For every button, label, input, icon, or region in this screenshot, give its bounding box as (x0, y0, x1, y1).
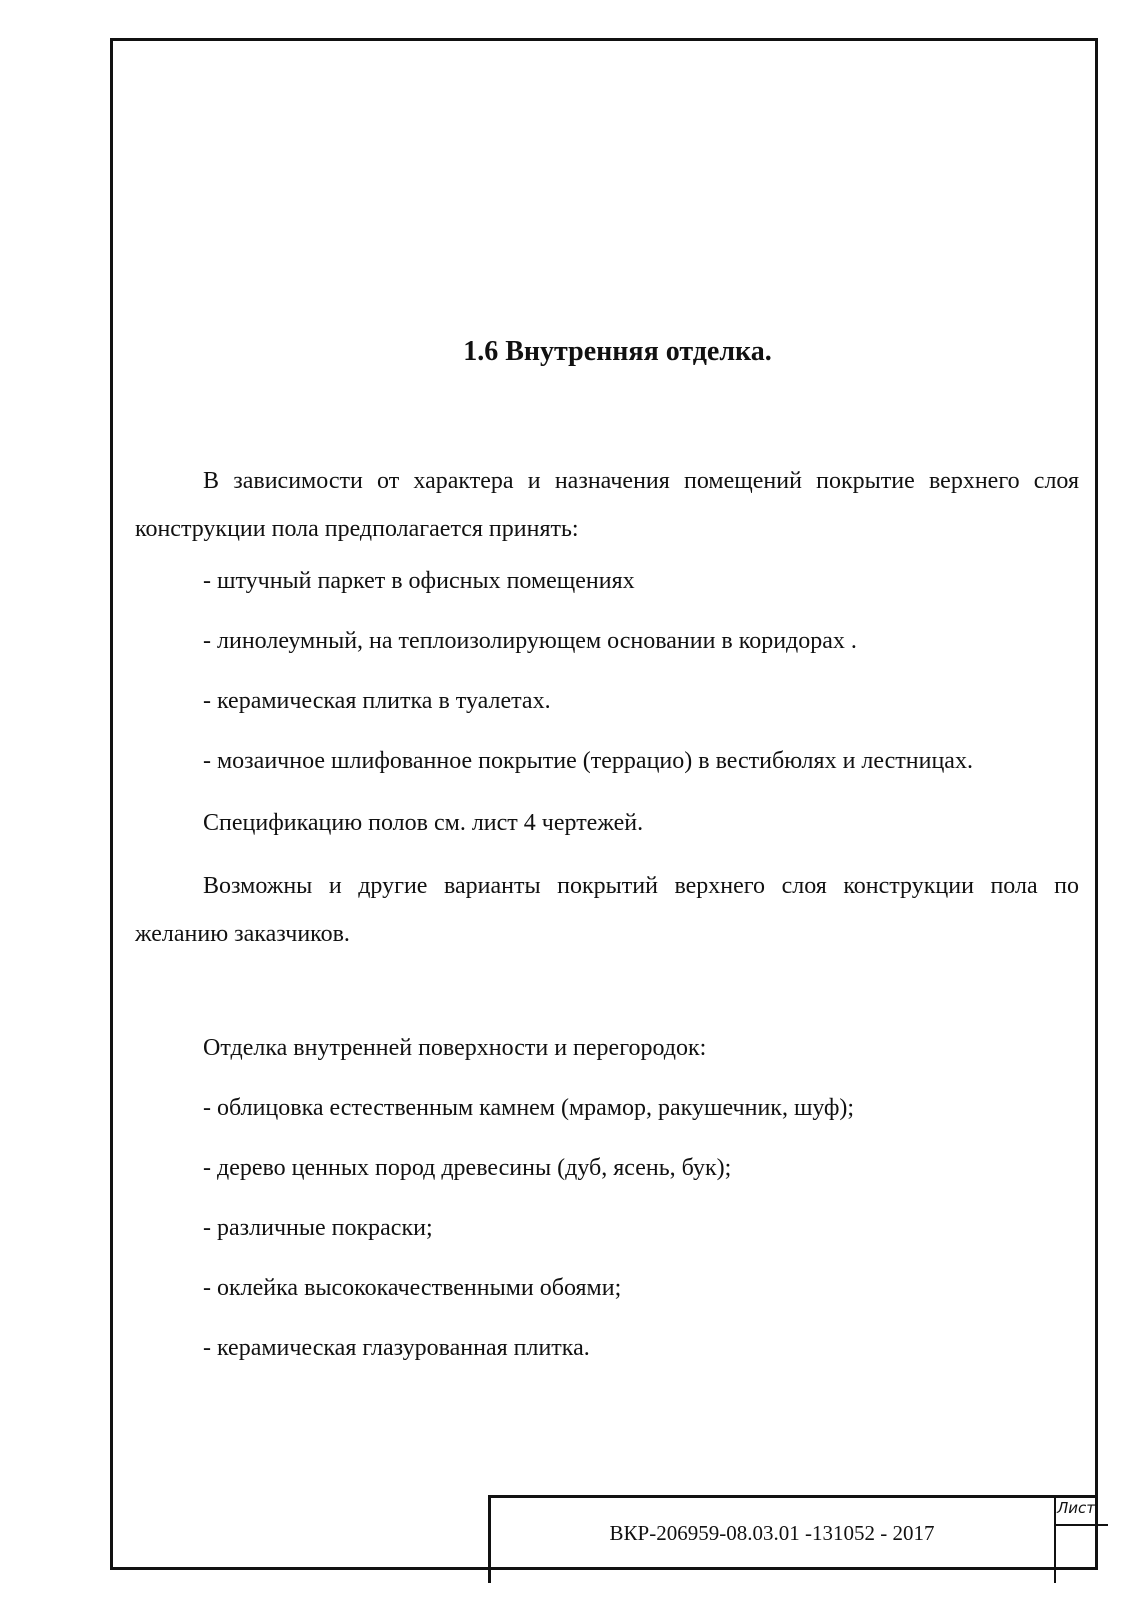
floor-variants-paragraph: Возможны и другие варианты покрытий верхнего слоя конструкции пола по желанию заказчиков. (135, 873, 1079, 947)
floors-intro-paragraph: В зависимости от характера и назначения помещений покрытие верхнего слоя конструкции пола предполагается принять: (135, 468, 1079, 542)
section-heading: 1.6 Внутренняя отделка. (463, 336, 772, 367)
wall-item-paint: - различные покраски; (203, 1215, 433, 1241)
title-block-sheet-underline (1054, 1524, 1108, 1526)
wall-item-wood: - дерево ценных пород древесины (дуб, ясень, бук); (203, 1155, 732, 1181)
wall-item-tile: - керамическая глазурованная плитка. (203, 1335, 590, 1361)
wall-item-wallpaper: - оклейка высококачественными обоями; (203, 1275, 622, 1301)
floor-item-ceramic: - керамическая плитка в туалетах. (203, 688, 551, 714)
wall-item-stone: - облицовка естественным камнем (мрамор, ракушечник, шуф); (203, 1095, 855, 1121)
title-block-sheet-divider (1054, 1495, 1056, 1583)
walls-intro: Отделка внутренней поверхности и перегородок: (203, 1035, 707, 1061)
title-block-top-border (488, 1495, 1098, 1498)
floor-item-parquet: - штучный паркет в офисных помещениях (203, 568, 635, 594)
floor-item-terrazzo: - мозаичное шлифованное покрытие (террацио) в вестибюлях и лестницах. (203, 748, 973, 774)
sheet-label: Лист (1057, 1499, 1096, 1517)
floor-spec-note: Спецификацию полов см. лист 4 чертежей. (203, 810, 644, 836)
floor-item-linoleum: - линолеумный, на теплоизолирующем основании в коридорах . (203, 628, 857, 654)
document-code: ВКР-206959-08.03.01 -131052 - 2017 (609, 1521, 935, 1545)
